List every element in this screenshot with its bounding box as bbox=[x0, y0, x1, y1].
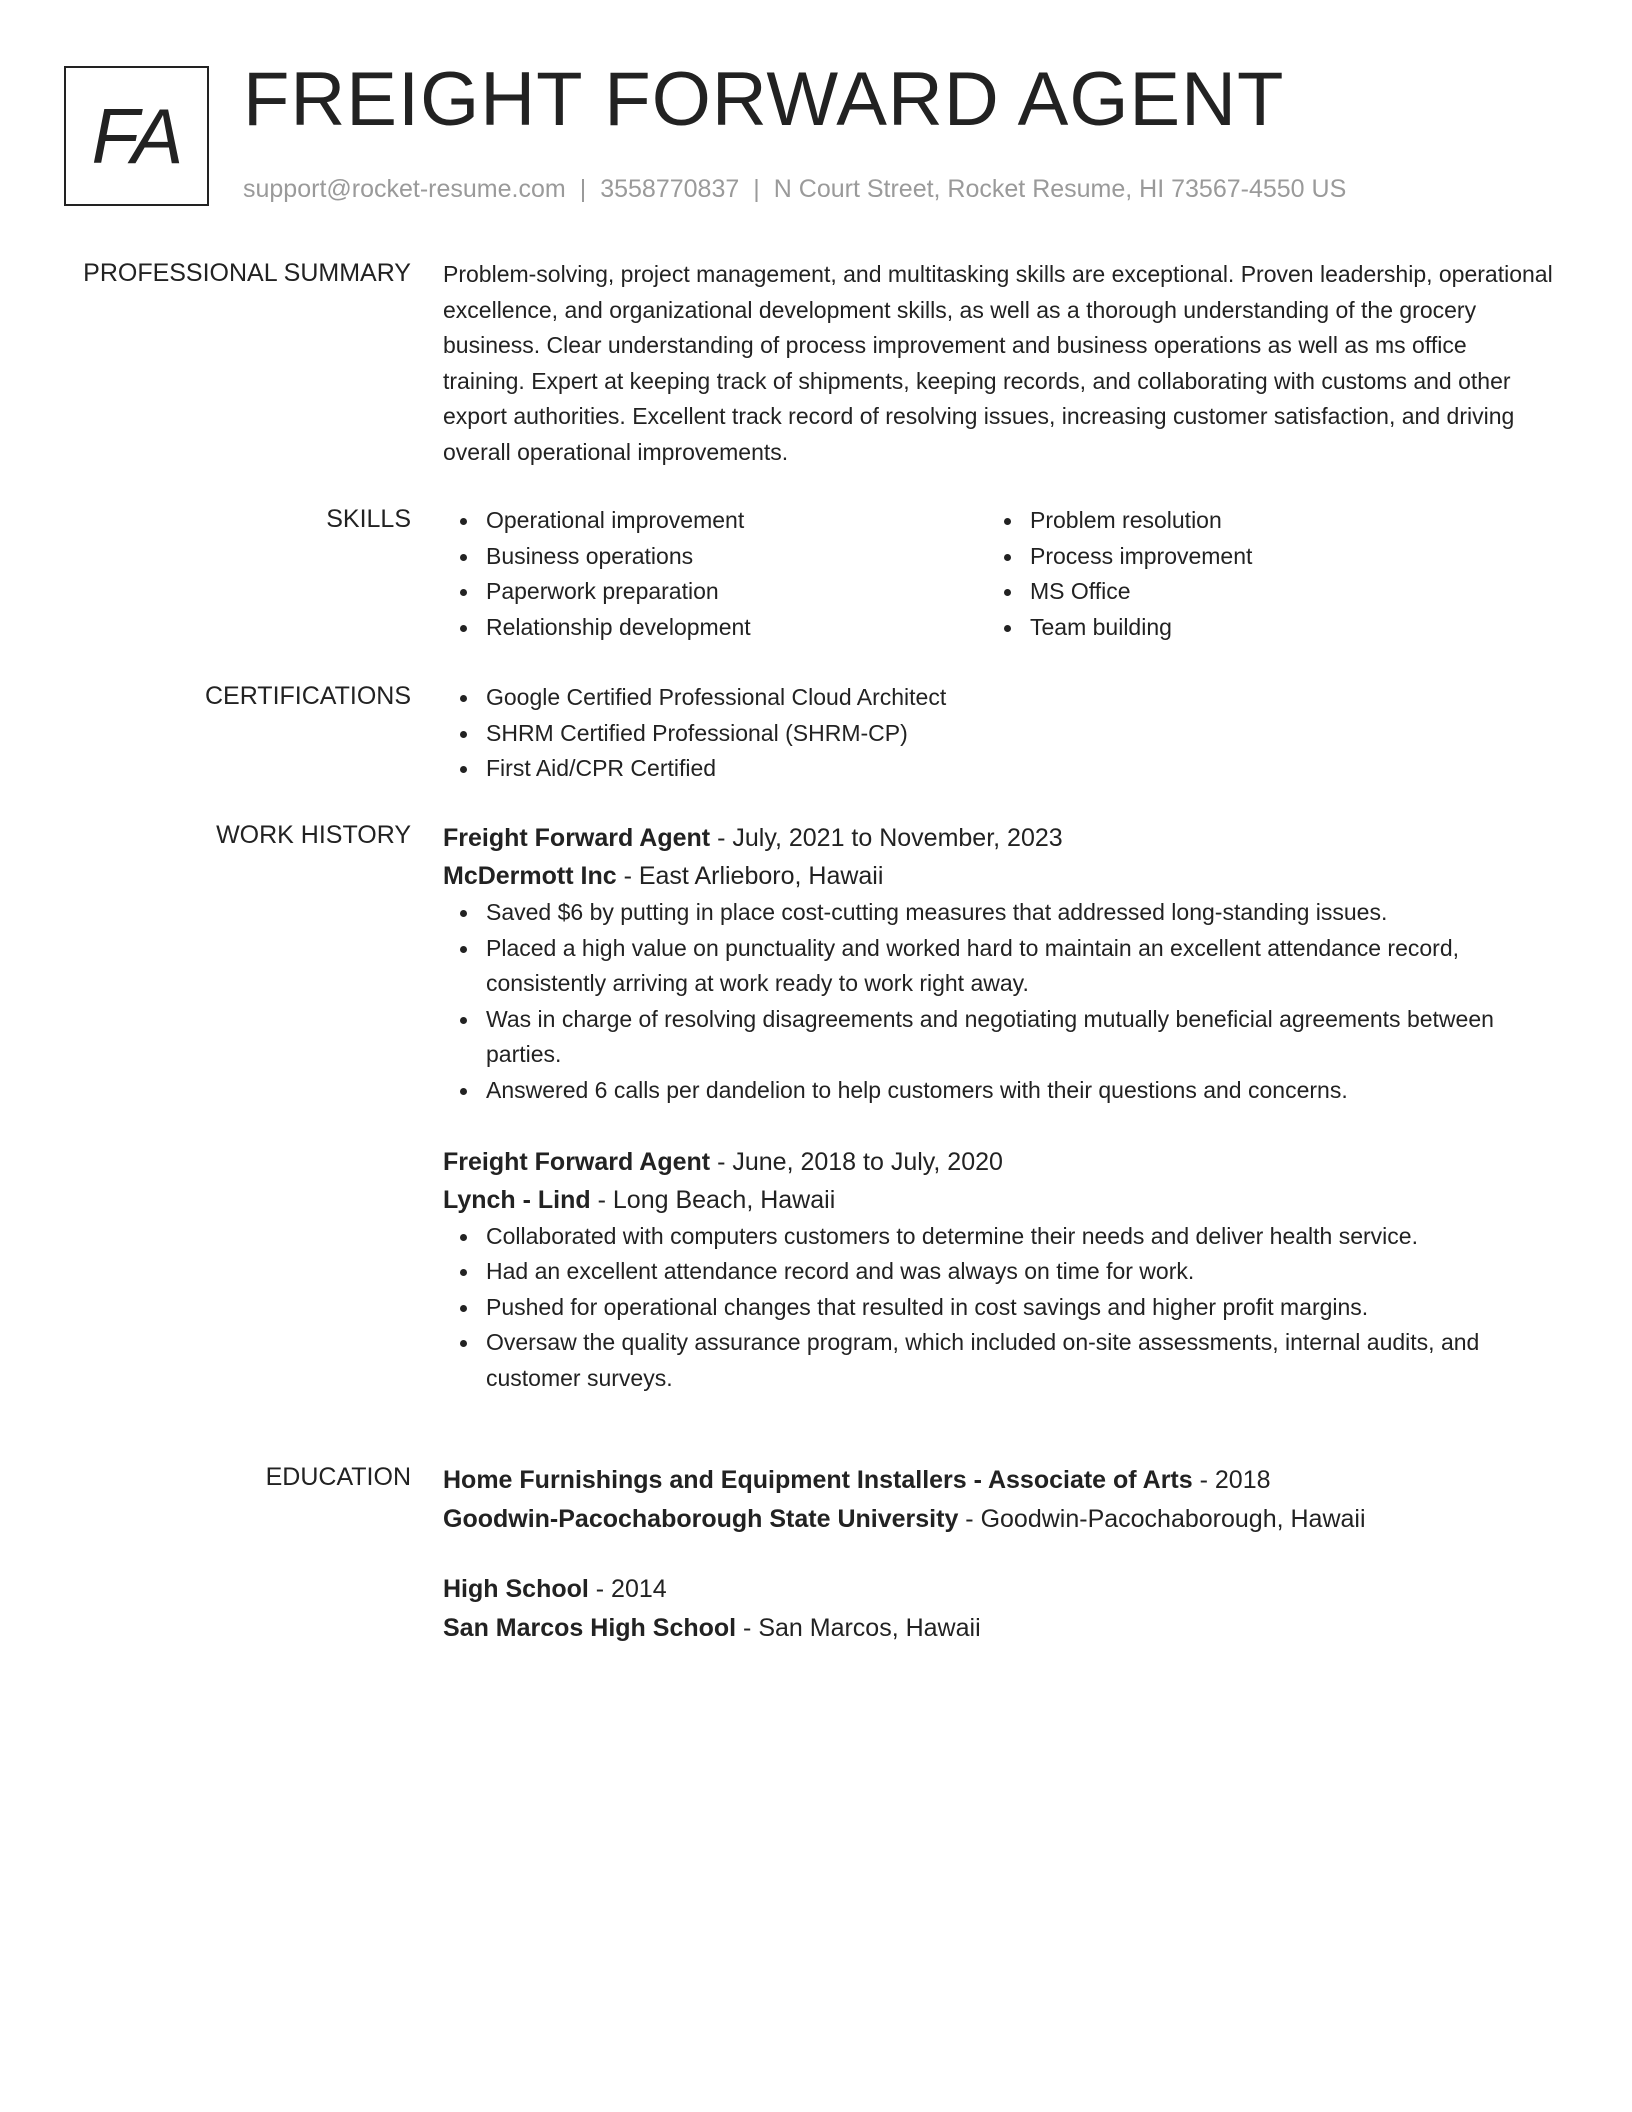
job-company: McDermott Inc bbox=[443, 862, 617, 890]
job-title-line bbox=[443, 1143, 1553, 1181]
education-degree-line bbox=[443, 1461, 1553, 1500]
job-bullet: Answered 6 calls per dandelion to help customers with their questions and concerns. bbox=[486, 1073, 1553, 1109]
job-company: Lynch - Lind bbox=[443, 1185, 591, 1214]
job-bullet: Was in charge of resolving disagreements and negotiating mutually beneficial agreements between parties. bbox=[486, 1002, 1553, 1073]
education-body bbox=[443, 1461, 1553, 1648]
work-history-body bbox=[443, 819, 1553, 1397]
skill-item: Team building bbox=[1030, 610, 1531, 646]
job-bullet: Saved $6 by putting in place cost-cutting measures that addressed long-standing issues. bbox=[486, 895, 1553, 931]
contact-address: N Court Street, Rocket Resume, HI 73567-4550 US bbox=[773, 175, 1347, 203]
job-bullet: Pushed for operational changes that resulted in cost savings and higher profit margins. bbox=[486, 1290, 1553, 1326]
job-company-line bbox=[443, 1181, 1553, 1219]
skill-item: Paperwork preparation bbox=[486, 574, 987, 610]
job-company-line bbox=[443, 857, 1553, 895]
contact-line bbox=[243, 173, 1346, 205]
job-title: Freight Forward Agent bbox=[443, 1147, 711, 1176]
job-entry bbox=[443, 819, 1553, 1109]
education-entry bbox=[443, 1461, 1553, 1539]
job-location: - East Arlieboro, Hawaii bbox=[616, 862, 884, 890]
job-title: Freight Forward Agent bbox=[443, 824, 711, 852]
monogram-text: FA bbox=[91, 92, 182, 180]
skill-item: Process improvement bbox=[1030, 539, 1531, 575]
education-year: - 2018 bbox=[1192, 1466, 1271, 1494]
education-degree-line bbox=[443, 1570, 1553, 1609]
skills-grid bbox=[443, 503, 1553, 645]
certifications-heading: CERTIFICATIONS bbox=[204, 682, 411, 710]
summary-body bbox=[443, 257, 1553, 471]
certifications-body bbox=[443, 680, 1553, 787]
skill-item: Relationship development bbox=[486, 610, 987, 646]
job-bullet: Collaborated with computers customers to determine their needs and deliver health service. bbox=[486, 1219, 1553, 1255]
job-entry bbox=[443, 1143, 1553, 1397]
skill-item: Operational improvement bbox=[486, 503, 987, 539]
education-school: San Marcos High School bbox=[443, 1614, 737, 1642]
contact-separator: | bbox=[579, 175, 587, 203]
job-bullet: Placed a high value on punctuality and worked hard to maintain an excellent attendance record, consistently arriving at work ready to work right away. bbox=[486, 931, 1553, 1002]
job-bullets bbox=[443, 1219, 1553, 1397]
skills-heading: SKILLS bbox=[326, 505, 411, 533]
skills-column-right bbox=[987, 503, 1531, 645]
skill-item: Business operations bbox=[486, 539, 987, 575]
certification-item: First Aid/CPR Certified bbox=[486, 751, 1553, 787]
skill-item: MS Office bbox=[1030, 574, 1531, 610]
education-entry bbox=[443, 1570, 1553, 1648]
monogram-box bbox=[64, 66, 209, 206]
summary-heading: PROFESSIONAL SUMMARY bbox=[83, 259, 411, 287]
education-school-line bbox=[443, 1609, 1553, 1648]
job-bullet: Had an excellent attendance record and was always on time for work. bbox=[486, 1254, 1553, 1290]
work-history-heading: WORK HISTORY bbox=[216, 821, 411, 849]
certification-item: SHRM Certified Professional (SHRM-CP) bbox=[486, 716, 1553, 752]
contact-phone: 3558770837 bbox=[600, 175, 740, 203]
job-bullet: Oversaw the quality assurance program, which included on-site assessments, internal audits, and customer surveys. bbox=[486, 1325, 1553, 1396]
education-degree: High School bbox=[443, 1575, 589, 1603]
job-dates: - June, 2018 to July, 2020 bbox=[710, 1147, 1003, 1176]
skills-column-left bbox=[443, 503, 987, 645]
education-school: Goodwin-Pacochaborough State University bbox=[443, 1505, 959, 1533]
education-degree: Home Furnishings and Equipment Installers - Associate of Arts bbox=[443, 1466, 1193, 1494]
skills-body bbox=[443, 503, 1553, 645]
job-title-line bbox=[443, 819, 1553, 857]
job-dates: - July, 2021 to November, 2023 bbox=[710, 824, 1063, 852]
education-year: - 2014 bbox=[588, 1575, 667, 1603]
job-bullets bbox=[443, 895, 1553, 1109]
summary-text: Problem-solving, project management, and multitasking skills are exceptional. Proven leadership, operational excellence, and organizational development skills, as well as a thorough understanding of the grocery business. Clear understanding of process improvement and business operations as well as ms office training. Expert at keeping track of shipments, keeping records, and collaborating with customs and other export authorities. Excellent track record of resolving issues, increasing customer satisfaction, and driving overall operational improvements. bbox=[443, 261, 1553, 465]
contact-email: support@rocket-resume.com bbox=[243, 175, 566, 203]
education-heading: EDUCATION bbox=[265, 1463, 411, 1491]
contact-separator: | bbox=[753, 175, 760, 203]
certification-item: Google Certified Professional Cloud Architect bbox=[486, 680, 1553, 716]
education-location: - San Marcos, Hawaii bbox=[736, 1614, 981, 1642]
education-school-line bbox=[443, 1500, 1553, 1539]
job-location: - Long Beach, Hawaii bbox=[590, 1185, 836, 1214]
education-location: - Goodwin-Pacochaborough, Hawaii bbox=[958, 1505, 1366, 1533]
skill-item: Problem resolution bbox=[1030, 503, 1531, 539]
resume-title: FREIGHT FORWARD AGENT bbox=[243, 57, 1285, 142]
